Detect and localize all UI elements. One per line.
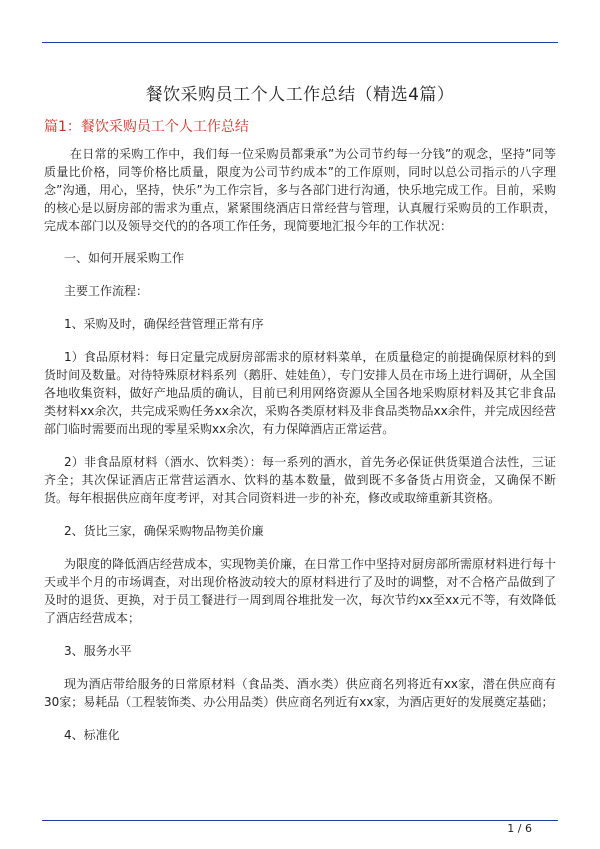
page-number: 1 / 6 — [507, 822, 532, 835]
heading-3: 1、采购及时，确保经营管理正常有序 — [64, 317, 264, 331]
heading-2: 主要工作流程： — [64, 284, 149, 298]
paragraph: 1）食品原材料：每日定量完成厨房部需求的原材料菜单，在质量稳定的前提确保原材料的到货时间及数量。对待特殊原材料系列（鹅肝、娃娃鱼），专门安排人员在市场上进行调研，从全国各地收集资料，做好产地品质的确认，目前已利用网络资源从全国各地采购原材料及其它非食品类材料xx余次，共完成采购任务xx余次，采购各类原材料及非食品类物品xx余件，并完成因经营部门临时需要而出现的零星采购xx余次，有力保障酒店正常运营。 — [44, 350, 556, 436]
heading-4: 2、货比三家，确保采购物品物美价廉 — [64, 524, 264, 538]
document-body — [44, 145, 557, 759]
heading-5: 3、服务水平 — [64, 644, 132, 658]
footer-rule — [42, 820, 558, 821]
section-heading: 篇1：餐饮采购员工个人工作总结 — [44, 119, 249, 135]
paragraph: 在日常的采购工作中，我们每一位采购员都秉承”为公司节约每一分钱”的观念，坚持”同等质量比价格，同等价格比质量，限度为公司节约成本”的工作原则，同时以总公司指示的八字理念”沟通，用心，坚持，快乐”为工作宗旨，多与各部门进行沟通，快乐地完成工作。目前，采购的核心是以厨房部的需求为重点，紧紧围绕酒店日常经营与管理，认真履行采购员的工作职责，完成本部门以及领导交代的的各项工作任务，现简要地汇报今年的工作状况： — [44, 147, 556, 233]
heading-6: 4、标准化 — [64, 728, 120, 742]
header-rule — [42, 42, 558, 43]
paragraph: 现为酒店带给服务的日常原材料（食品类、酒水类）供应商名列将近有xx家，潜在供应商有30家；易耗品（工程装饰类、办公用品类）供应商名列近有xx家，为酒店更好的发展奠定基础； — [44, 677, 556, 709]
paragraph: 为限度的降低酒店经营成本，实现物美价廉，在日常工作中坚持对厨房部所需原材料进行每十天或半个月的市场调查，对出现价格波动较大的原材料进行了及时的调整，对不合格产品做到了及时的退货、更换，对于员工餐进行一周到周谷堆批发一次，每次节约xx至xx元不等，有效降低了酒店经营成本； — [44, 557, 557, 625]
heading-1: 一、如何开展采购工作 — [64, 251, 185, 265]
paragraph: 2）非食品原材料（酒水、饮料类）：每一系列的酒水，首先务必保证供货渠道合法性，三证齐全；其次保证酒店正常营运酒水、饮料的基本数量，做到既不多备货占用资金，又确保不断货。每年根据供应商年度考评，对其合同资料进一步的补充，修改或取缔重新其资格。 — [44, 455, 556, 505]
document-title: 餐饮采购员工个人工作总结（精选4篇） — [145, 85, 455, 105]
